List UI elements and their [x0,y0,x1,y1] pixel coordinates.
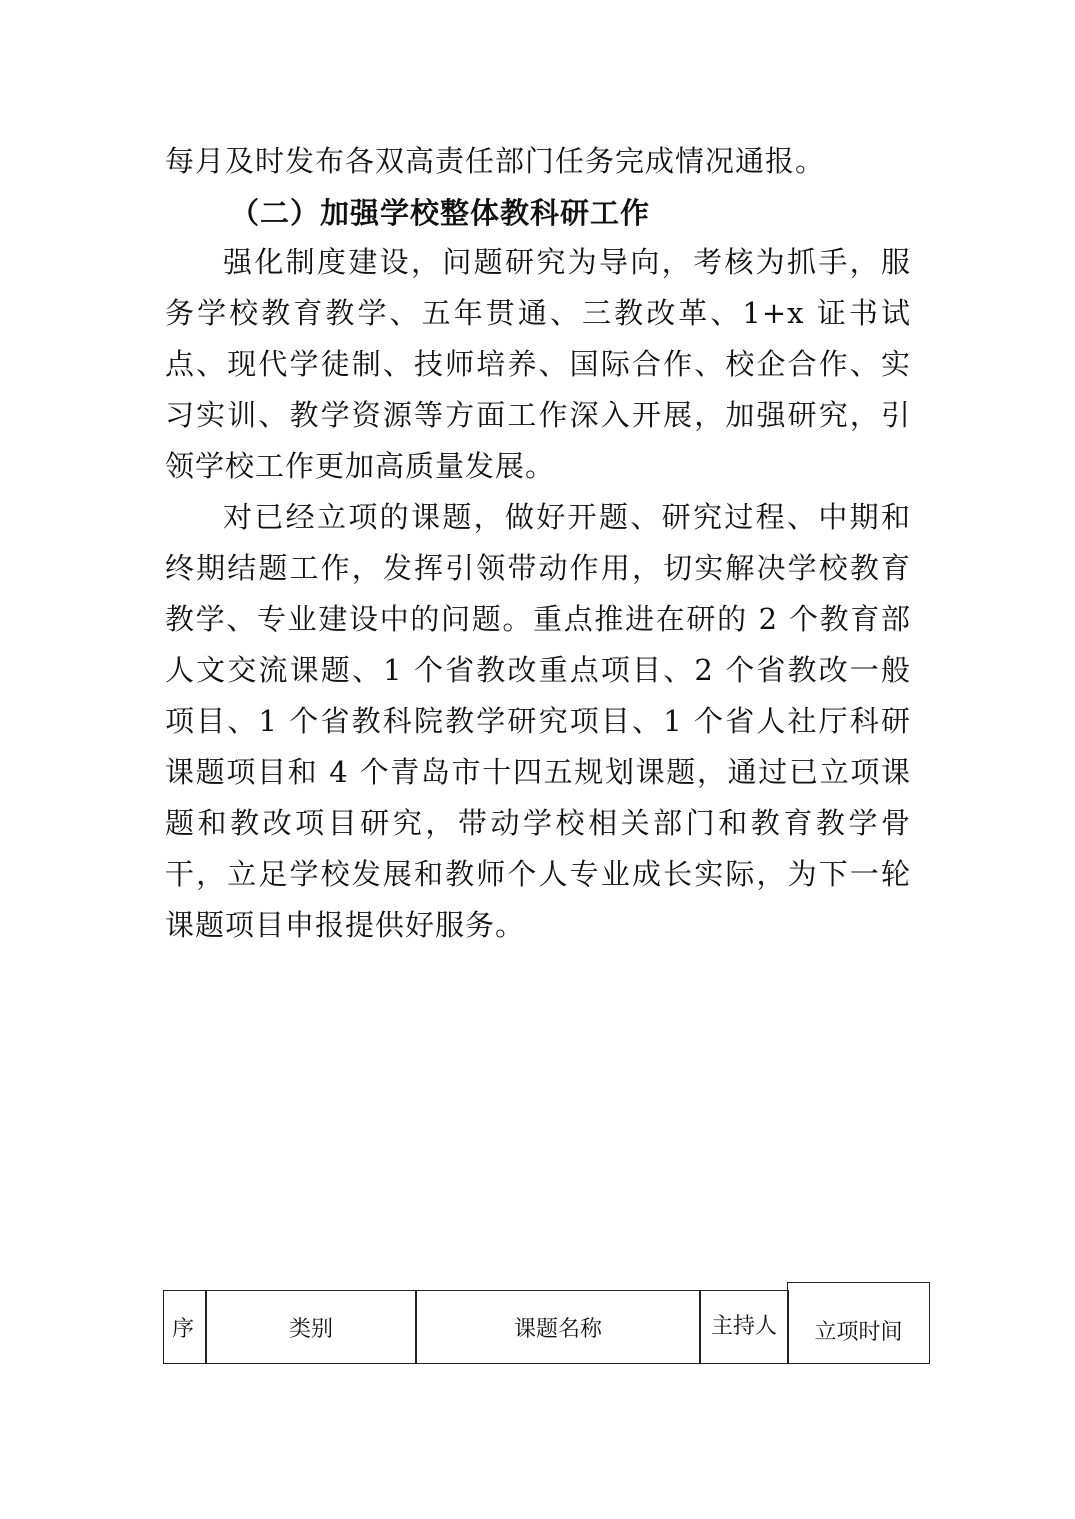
table-header-host: 主持人 [699,1290,789,1364]
paragraph-projects: 对已经立项的课题，做好开题、研究过程、中期和终期结题工作，发挥引领带动作用，切实解决学校教育教学、专业建设中的问题。重点推进在研的 2 个教育部人文交流课题、1 个省教改重点项目、2 个省教改一般项目、1 个省教科院教学研究项目、1 个省人社厅科研课题项目和 4 个青岛市十四五规划课题，通过已立项课题和教改项目研究，带动学校相关部门和教育教学骨干，立足学校发展和教师个人专业成长实际，为下一轮课题项目申报提供好服务。 [165,500,911,942]
table-header-date: 立项时间 [787,1282,930,1364]
projects-table [163,1282,930,1364]
table-header-type: 类别 [205,1290,417,1364]
paragraph-system-building: 强化制度建设，问题研究为导向，考核为抓手，服务学校教育教学、五年贯通、三教改革、1+x 证书试点、现代学徒制、技师培养、国际合作、校企合作、实习实训、教学资源等方面工作深入开展，加强研究，引领学校工作更加高质量发展。 [165,245,911,483]
table-header-seq: 序 [163,1290,207,1364]
table-header-name: 课题名称 [415,1290,701,1364]
section-heading: （二）加强学校整体教科研工作 [230,196,651,230]
paragraph-continuation: 每月及时发布各双高责任部门任务完成情况通报。 [165,144,826,178]
